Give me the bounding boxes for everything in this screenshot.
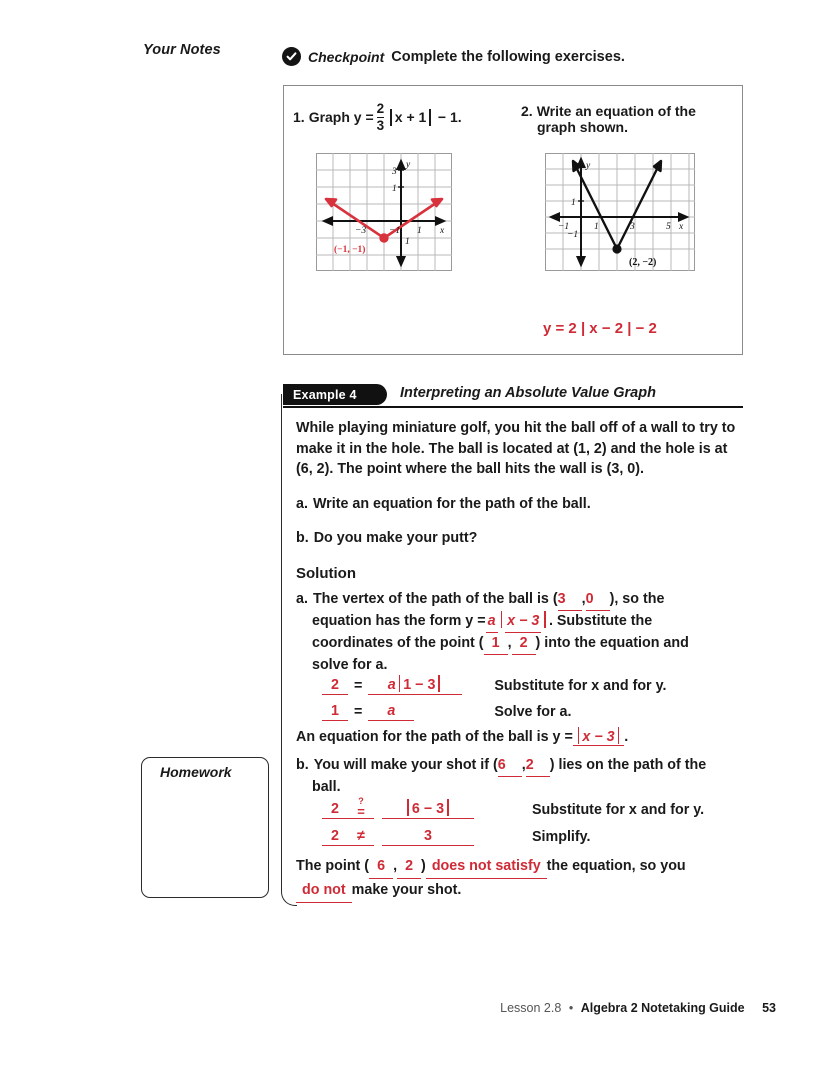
blank-concl-x[interactable]: 6 [369, 855, 393, 879]
solution-a-t4: equation has the form y = [312, 613, 486, 629]
equals-sign: = [354, 678, 363, 694]
checkpoint-problem-2 [521, 103, 726, 135]
abs-bar-left-icon [501, 611, 503, 628]
blank-concl-phrase[interactable]: does not satisfy [426, 855, 547, 879]
svg-text:−1: −1 [558, 222, 570, 232]
checkpoint-problem-1 [293, 102, 462, 132]
solution-a-conclusion-pre: An equation for the path of the ball is y = [296, 729, 573, 745]
question-b-label: b. [296, 530, 309, 546]
svg-text:5: 5 [666, 222, 671, 232]
problem-1-number: 1. [293, 109, 305, 125]
blank-eq-lhs[interactable]: 2 [322, 801, 348, 819]
absolute-value-graph-2 [545, 153, 695, 276]
fraction-numerator: 2 [376, 101, 385, 116]
blank-concl-donot[interactable]: do not [296, 879, 352, 903]
svg-text:(2, −2): (2, −2) [629, 257, 657, 268]
solution-a-equations [322, 675, 666, 729]
problem-2-line1: Write an equation of the [536, 103, 696, 119]
abs-bar-left-icon [578, 727, 580, 744]
problem-2-line1-wrap [521, 103, 726, 119]
solution-a-t1: The vertex of the path of the ball is ( [312, 591, 558, 607]
solution-a-t3: ), so the [609, 591, 665, 607]
example-body [296, 418, 744, 549]
svg-text:x: x [440, 226, 445, 236]
equation-reason: Substitute for x and for y. [532, 801, 705, 818]
blank-eq-rhs[interactable]: 6 − 3 [382, 799, 474, 819]
svg-text:y: y [586, 161, 591, 171]
svg-text:1: 1 [392, 184, 397, 194]
svg-text:−1: −1 [567, 230, 579, 240]
equation-row [322, 675, 666, 695]
abs-bar-right-icon [544, 611, 546, 628]
abs-bar-right-icon [618, 727, 620, 744]
absolute-value-graph-1 [316, 153, 452, 276]
solution-a-form-line [312, 611, 744, 633]
solution-a-conclusion-post: . [624, 729, 629, 745]
abs-bar-right-icon [438, 675, 440, 692]
blank-eq-lhs[interactable]: 2 [322, 677, 348, 695]
svg-text:1: 1 [405, 237, 410, 247]
solution-b-comma: , [521, 757, 526, 773]
blank-shot-x[interactable]: 6 [498, 755, 522, 777]
abs-bar-left-icon [390, 109, 392, 126]
question-b-text: Do you make your putt? [313, 530, 478, 546]
solution-heading: Solution [296, 565, 356, 582]
equation-reason: Simplify. [532, 828, 591, 845]
solution-b-concl-t3: the equation, so you [546, 858, 686, 874]
abs-bar-left-icon [399, 675, 401, 692]
solution-a-t7: ) into the equation and [535, 635, 689, 651]
blank-eq-rhs[interactable]: 3 [382, 828, 474, 846]
example-question-a [296, 494, 744, 515]
svg-text:−1: −1 [389, 226, 401, 236]
svg-text:1: 1 [417, 226, 422, 236]
page-footer [0, 1001, 828, 1015]
solution-a-text [296, 589, 744, 611]
svg-text:1: 1 [571, 198, 576, 208]
equation-row [322, 798, 704, 819]
footer-page-number: 53 [762, 1001, 776, 1015]
blank-coefficient-a[interactable]: a [486, 611, 498, 633]
blank-form-inside[interactable]: x − 3 [505, 611, 541, 633]
checkpoint-header [282, 47, 625, 66]
equation-row [322, 703, 666, 721]
question-a-label: a. [296, 495, 308, 512]
problem-1-inside: x + 1 [394, 109, 427, 125]
problem-2-number: 2. [521, 103, 533, 119]
blank-vertex-y[interactable]: 0 [586, 589, 610, 611]
svg-text:y: y [406, 160, 411, 170]
blank-conclusion-equation[interactable]: x − 3 [573, 727, 624, 746]
solution-b-concl-t2: ) [421, 858, 426, 874]
solution-a-comma: , [507, 635, 512, 651]
example-tab-label: Example 4 [283, 384, 387, 405]
blank-point-x[interactable]: 1 [484, 633, 508, 655]
svg-text:(−1, −1): (−1, −1) [334, 245, 366, 255]
blank-shot-y[interactable]: 2 [526, 755, 550, 777]
solution-a-t5: . Substitute the [548, 613, 653, 629]
solution-b-label: b. [296, 757, 309, 773]
equation-reason: Substitute for x and for y. [494, 678, 667, 694]
solution-a-t2: , [581, 591, 586, 607]
solution-b-text [296, 755, 744, 777]
solution-b-concl-t1: The point ( [296, 858, 370, 874]
checkpoint-answer: y = 2 | x − 2 | − 2 [543, 320, 657, 337]
solution-part-b [296, 755, 744, 798]
fraction-two-thirds [377, 102, 385, 132]
blank-vertex-x[interactable]: 3 [558, 589, 582, 611]
footer-separator: • [568, 1001, 574, 1015]
solution-a-label: a. [296, 591, 308, 607]
question-a-text: Write an equation for the path of the ball. [312, 495, 591, 512]
solution-part-a [296, 589, 744, 676]
solution-b-t1: You will make your shot if ( [313, 757, 498, 773]
blank-eq-lhs[interactable]: 1 [322, 703, 348, 721]
abs-bar-right-icon [447, 799, 449, 816]
problem-1-tail: − 1. [437, 109, 462, 125]
solution-b-conclusion [296, 855, 744, 903]
footer-lesson: Lesson 2.8 [500, 1001, 562, 1015]
not-equals-sign: ≠ [348, 828, 374, 846]
solution-b-concl-comma: , [393, 858, 398, 874]
blank-eq-lhs[interactable]: 2 [322, 828, 348, 846]
solution-b-t3: ) lies on the path of the [549, 757, 707, 773]
example-question-b [296, 528, 744, 549]
example-header [283, 384, 743, 408]
blank-eq-rhs[interactable]: a [368, 703, 414, 721]
solution-a-point-line [312, 633, 744, 655]
checkpoint-instruction: Complete the following exercises. [391, 48, 625, 65]
abs-bar-left-icon [407, 799, 409, 816]
example-title: Interpreting an Absolute Value Graph [400, 385, 656, 401]
svg-text:x: x [679, 222, 684, 232]
equation-reason: Solve for a. [494, 704, 572, 720]
equals-sign: = [354, 704, 363, 720]
fraction-denominator: 3 [376, 117, 385, 133]
check-circle-icon [282, 47, 301, 66]
checkpoint-word: Checkpoint [308, 48, 385, 65]
solution-a-t8: solve for a. [312, 657, 388, 673]
equation-row [322, 828, 704, 846]
solution-a-t6: coordinates of the point ( [312, 635, 484, 651]
example-rule-divider [283, 406, 743, 408]
svg-text:−3: −3 [355, 226, 367, 236]
blank-concl-y[interactable]: 2 [397, 855, 421, 879]
question-equals-sign: ? = [348, 798, 374, 819]
solution-a-conclusion [296, 727, 628, 746]
problem-1-lead: Graph y = [308, 109, 374, 125]
blank-eq-rhs[interactable]: a 1 − 3 [368, 675, 462, 695]
solution-b-t4: ball. [312, 779, 341, 795]
solution-b-equations [322, 798, 704, 855]
problem-2-line2: graph shown. [537, 119, 628, 135]
footer-title: Algebra 2 Notetaking Guide [580, 1001, 745, 1015]
example-body-bracket [281, 394, 297, 906]
svg-text:3: 3 [630, 222, 635, 232]
blank-point-y[interactable]: 2 [512, 633, 536, 655]
svg-text:3: 3 [392, 167, 397, 177]
your-notes-label: Your Notes [143, 42, 221, 58]
homework-label: Homework [160, 764, 232, 780]
example-paragraph: While playing miniature golf, you hit the ball off of a wall to try to make it in the hole. The ball is located at (1, 2) and the hole is at (6, 2). The point where the ball hits the wall is (3, 0). [296, 420, 736, 477]
abs-bar-right-icon [429, 109, 431, 126]
svg-text:1: 1 [594, 222, 599, 232]
solution-b-concl-t4: make your shot. [351, 882, 462, 898]
